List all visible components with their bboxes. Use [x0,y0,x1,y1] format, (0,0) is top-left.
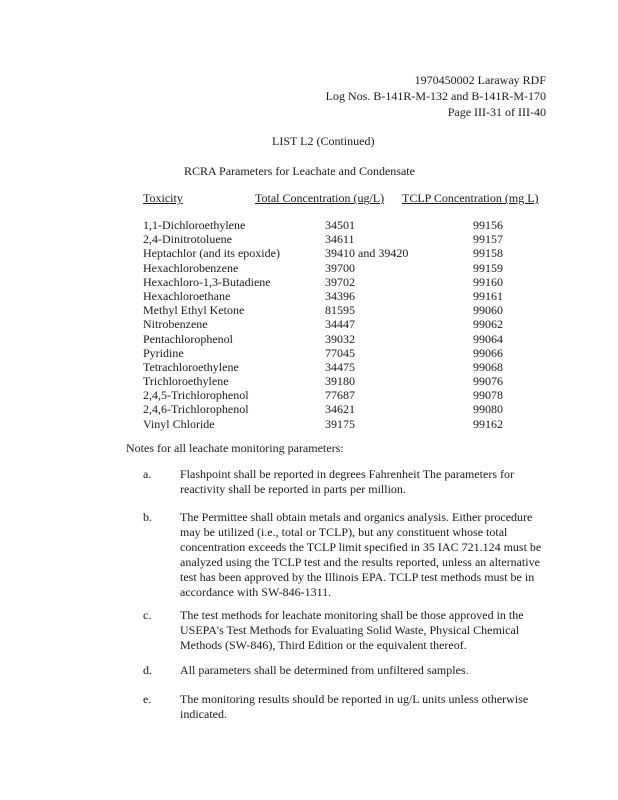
cell-tclp-concentration: 99158 [473,246,503,261]
table-row [143,289,553,303]
cell-toxicity: 2,4,6-Trichlorophenol [143,402,249,417]
cell-tclp-concentration: 99060 [473,303,503,318]
column-header-toxicity: Toxicity [143,191,183,205]
table-row [143,232,553,246]
notes-title: Notes for all leachate monitoring parameters: [126,441,344,455]
cell-toxicity: Pyridine [143,345,184,360]
cell-total-concentration: 34621 [325,402,355,417]
cell-total-concentration: 77045 [325,345,355,360]
cell-total-concentration: 34396 [325,288,355,303]
note-text: The monitoring results should be reported in ug/L units unless otherwise indicated. [180,692,529,721]
cell-tclp-concentration: 99159 [473,260,503,275]
note-text: All parameters shall be determined from unfiltered samples. [180,663,469,677]
cell-tclp-concentration: 99160 [473,274,503,289]
table-row [143,317,553,331]
cell-toxicity: Methyl Ethyl Ketone [143,303,245,318]
cell-toxicity: Tetrachloroethylene [143,359,239,374]
table-row [143,346,553,360]
cell-total-concentration: 39410 and 39420 [325,246,409,261]
note-text: The Permittee shall obtain metals and organics analysis. Either procedure may be utilized (i.e., total or TCLP), but any constituent whose total concentration exceeds the TCLP limit specified in 35 IAC 721.124 must be analyzed using the TCLP test and the results reported, unless an alternative test has been approved by the Illinois EPA. TCLP test methods must be in accordance with SW-846-1311. [180,510,542,599]
cell-tclp-concentration: 99078 [473,388,503,403]
cell-toxicity: Vinyl Chloride [143,416,215,431]
note-text: The test methods for leachate monitoring shall be those approved in the USEPA's Test Methods for Evaluating Solid Waste, Physical Chemical Methods (SW-846), Third Edition or the equivalent thereof. [180,608,524,652]
parameter-table [143,218,553,431]
cell-total-concentration: 39180 [325,374,355,389]
cell-total-concentration: 77687 [325,388,355,403]
table-row [143,374,553,388]
cell-toxicity: Trichloroethylene [143,374,229,389]
cell-tclp-concentration: 99066 [473,345,503,360]
cell-total-concentration: 39700 [325,260,355,275]
cell-tclp-concentration: 99161 [473,288,503,303]
cell-toxicity: Heptachlor (and its epoxide) [143,246,280,261]
note-label: e. [143,692,152,706]
cell-tclp-concentration: 99162 [473,416,503,431]
note-text: Flashpoint shall be reported in degrees Fahrenheit The parameters for reactivity shall be reported in parts per million. [180,467,515,496]
table-row [143,303,553,317]
cell-toxicity: Nitrobenzene [143,317,208,332]
table-row [143,388,553,402]
list-subtitle: RCRA Parameters for Leachate and Condensate [184,164,415,178]
note-label: c. [143,608,152,622]
cell-tclp-concentration: 99076 [473,374,503,389]
cell-tclp-concentration: 99062 [473,317,503,332]
note-label: a. [143,467,152,481]
table-row [143,402,553,416]
cell-toxicity: 1,1-Dichloroethylene [143,218,246,232]
table-row [143,332,553,346]
cell-tclp-concentration: 99157 [473,232,503,247]
cell-tclp-concentration: 99156 [473,218,503,232]
cell-toxicity: Hexachloroethane [143,288,231,303]
cell-total-concentration: 34475 [325,359,355,374]
cell-total-concentration: 39702 [325,274,355,289]
cell-toxicity: 2,4,5-Trichlorophenol [143,388,249,403]
cell-toxicity: 2,4-Dinitrotoluene [143,232,232,247]
cell-toxicity: Hexachlorobenzene [143,260,239,275]
table-row [143,218,553,232]
table-row [143,275,553,289]
table-row [143,360,553,374]
cell-total-concentration: 39175 [325,416,355,431]
list-title: LIST L2 (Continued) [272,134,375,148]
header-log-line: Log Nos. B-141R-M-132 and B-141R-M-170 [325,89,546,103]
cell-total-concentration: 81595 [325,303,355,318]
note-label: d. [143,663,152,677]
header-id-line: 1970450002 Laraway RDF [414,73,546,87]
table-row [143,417,553,431]
cell-tclp-concentration: 99080 [473,402,503,417]
cell-tclp-concentration: 99064 [473,331,503,346]
column-header-tclp-concentration: TCLP Concentration (mg L) [402,191,539,205]
cell-tclp-concentration: 99068 [473,359,503,374]
cell-toxicity: Pentachlorophenol [143,331,233,346]
header-page-line: Page III-31 of III-40 [447,105,546,119]
cell-toxicity: Hexachloro-1,3-Butadiene [143,274,271,289]
cell-total-concentration: 34501 [325,218,355,232]
table-row [143,261,553,275]
table-row [143,246,553,260]
cell-total-concentration: 34447 [325,317,355,332]
note-label: b. [143,510,152,524]
column-header-total-concentration: Total Concentration (ug/L) [255,191,385,205]
cell-total-concentration: 34611 [325,232,355,247]
cell-total-concentration: 39032 [325,331,355,346]
